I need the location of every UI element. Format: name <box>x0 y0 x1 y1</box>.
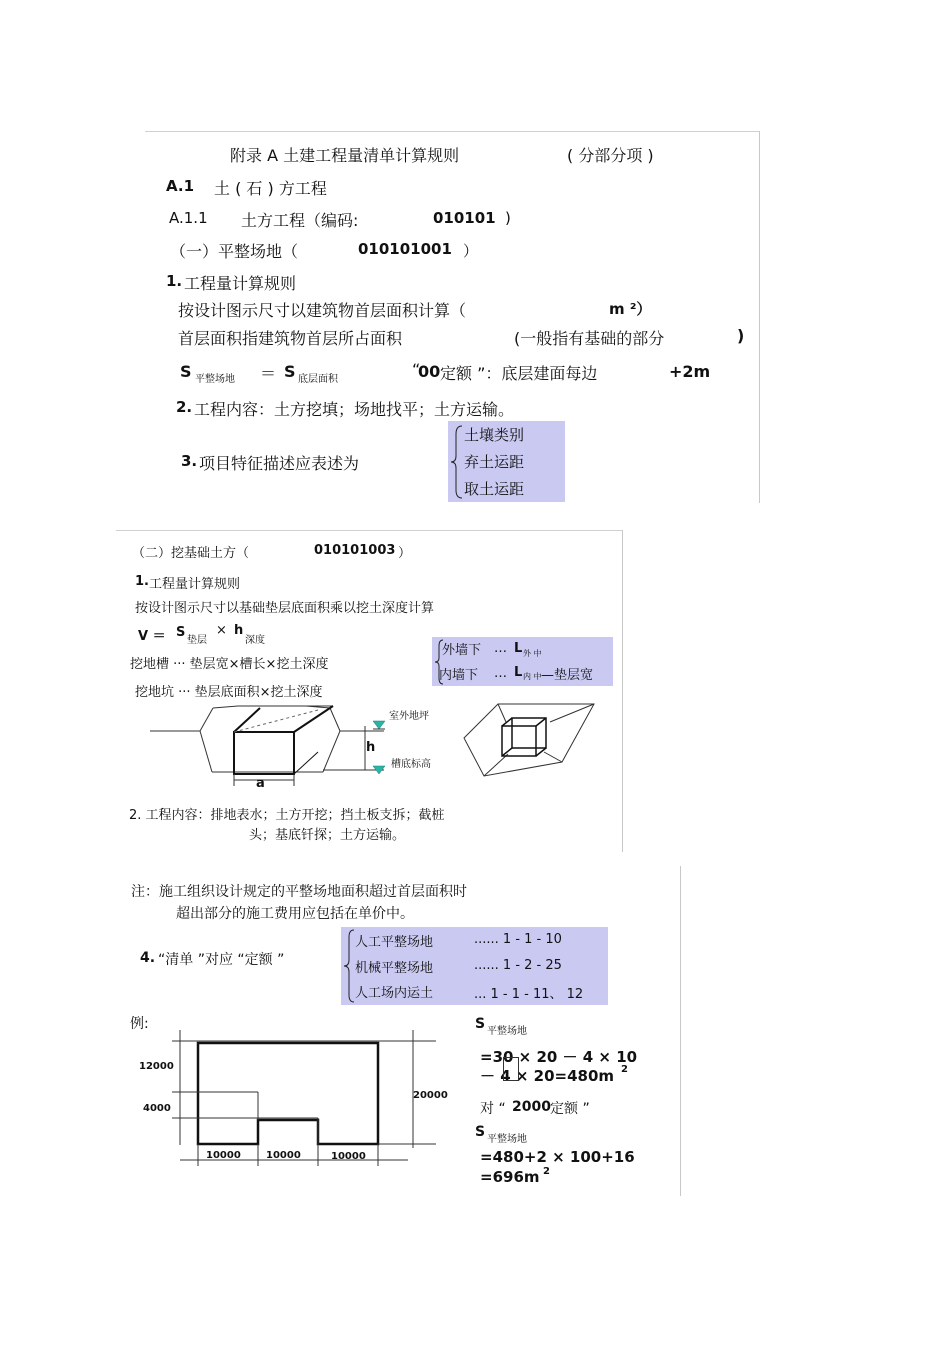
section-a11-close: ) <box>505 209 511 227</box>
section-a1-name: 土 ( 石 ) 方工程 <box>214 179 327 198</box>
mapping-brace <box>343 929 355 1003</box>
wall-inner-label: 内墙下 <box>439 668 479 683</box>
formula-s: S <box>180 362 192 381</box>
wall-inner-l-subscript: 内 中 <box>523 672 542 681</box>
feature-text: 项目特征描述应表述为 <box>199 454 360 473</box>
mapping-label: “清单 ”对应 “定额 ” <box>158 952 285 968</box>
item2-content-line1: 2. 工程内容：排地表水；土方开挖；挡土板支拆；截桩 <box>129 808 445 823</box>
item2-formula-s-subscript: 垫层 <box>187 635 207 646</box>
item2-rule-number: 1. <box>135 574 149 589</box>
mapping-row-machine-name: 机械平整场地 <box>355 961 434 976</box>
calc-line2-superscript: 2 <box>621 1064 628 1075</box>
appendix-title: 附录 A 土建工程量清单计算规则 <box>230 146 460 165</box>
formula-quota-number: 00 <box>418 362 441 381</box>
formula-quota-text: 定额 ”：底层建面每边 <box>440 364 598 383</box>
section1-top-border <box>145 131 760 132</box>
item2-code: 010101003 <box>314 543 396 558</box>
wall-inner-l: L <box>514 665 523 680</box>
calc-s-subscript: 平整场地 <box>487 1026 527 1037</box>
mapping-row-transport-name: 人工场内运土 <box>355 986 434 1001</box>
mapping-row-machine-code: ...... 1 - 2 - 25 <box>474 958 562 973</box>
calc-2000: 2000 <box>512 1099 551 1115</box>
note-line2: 超出部分的施工费用应包括在单价中。 <box>176 906 414 922</box>
formula-s2-subscript: 底层面积 <box>298 374 338 385</box>
rule-title-number: 1. <box>166 272 183 290</box>
feature-item-borrow: 取土运距 <box>464 480 525 498</box>
formula-s2: S <box>284 362 296 381</box>
dim-4000: 4000 <box>143 1103 171 1114</box>
mapping-row-manual-name: 人工平整场地 <box>355 935 434 950</box>
rule-title: 工程量计算规则 <box>184 274 297 293</box>
dim-10000-first: 10000 <box>206 1150 241 1161</box>
depth-h-label: h <box>366 740 376 755</box>
feature-brace <box>450 424 464 500</box>
formula-equals: ＝ <box>260 364 277 383</box>
item2-rule-line: 按设计图示尺寸以基础垫层底面积乘以挖土深度计算 <box>135 601 435 616</box>
wall-outer-dots: … <box>494 641 507 656</box>
item2-heading: （二）挖基础土方（ <box>132 546 250 561</box>
section2-top-border <box>116 530 622 531</box>
outdoor-grade-label: 室外地坪 <box>389 711 429 722</box>
feature-item-soil: 土壤类别 <box>464 426 525 444</box>
dim-12000: 12000 <box>139 1061 174 1072</box>
trench-bottom-label: 槽底标高 <box>391 759 431 770</box>
dim-10000-second: 10000 <box>266 1150 301 1161</box>
item2-formula-h-subscript: 深度 <box>245 635 265 646</box>
section-a11-name: 土方工程（编码: <box>241 211 359 230</box>
trench-formula: 挖地槽 ··· 垫层宽×槽长×挖土深度 <box>130 657 329 672</box>
calc-line2: － 4 × 20=480m <box>480 1067 615 1085</box>
calc-s2-subscript: 平整场地 <box>487 1134 527 1145</box>
calc-for-quota: 对 “ <box>480 1101 506 1117</box>
section2-right-border <box>622 530 623 852</box>
item2-formula-h: h <box>234 623 244 638</box>
formula-s-subscript: 平整场地 <box>195 374 235 385</box>
wall-inner-tail: —垫层宽 <box>541 668 594 683</box>
item2-formula-s: S <box>176 625 186 640</box>
section1-right-border <box>759 131 760 503</box>
wall-outer-label: 外墙下 <box>442 643 482 658</box>
item2-formula-v: V ＝ <box>138 629 166 644</box>
calc-quota-text: 定额 ” <box>550 1101 590 1117</box>
wall-outer-l-subscript: 外 中 <box>523 649 542 658</box>
calc-line4-superscript: 2 <box>543 1166 550 1177</box>
calc-line1: =30 × 20 － 4 × 10 <box>480 1048 638 1066</box>
calc-s: S <box>475 1016 486 1032</box>
formula-quota-open: “ <box>412 360 421 379</box>
dim-20000: 20000 <box>413 1090 448 1101</box>
dim-10000-third: 10000 <box>331 1151 366 1162</box>
item2-close: ） <box>398 546 412 561</box>
item1-close: ） <box>463 242 479 260</box>
width-a-label: a <box>256 776 265 791</box>
rule-line1: 按设计图示尺寸以建筑物首层面积计算（ <box>178 301 467 320</box>
calc-s2: S <box>475 1124 486 1140</box>
appendix-title-suffix: ( 分部分项 ) <box>567 146 654 165</box>
rule-line2: 首层面积指建筑物首层所占面积 <box>178 329 403 348</box>
calc-box-mark <box>503 1057 519 1081</box>
item2-content-line2: 头；基底钎探；土方运输。 <box>249 828 406 843</box>
mapping-number: 4. <box>140 950 156 966</box>
rule-line2-close: ) <box>737 326 745 345</box>
content-text: 工程内容：土方挖填；场地找平；土方运输。 <box>194 400 515 419</box>
mapping-row-manual-code: ...... 1 - 1 - 10 <box>474 932 562 947</box>
section-a1-number: A.1 <box>166 177 195 195</box>
rule-line1-unit: m ²） <box>609 300 652 318</box>
item2-rule-title: 工程量计算规则 <box>149 577 241 592</box>
content-number: 2. <box>176 398 193 416</box>
rule-line2-note: (一般指有基础的部分 <box>514 329 665 348</box>
item2-formula-times: × <box>216 623 227 638</box>
formula-plus-2m: +2m <box>669 362 711 381</box>
example-label: 例: <box>130 1016 149 1032</box>
wall-outer-l: L <box>514 641 523 656</box>
feature-item-discard: 弃土运距 <box>464 453 525 471</box>
section3-right-border <box>680 866 681 1196</box>
pit-diagram <box>462 702 598 778</box>
site-plan-drawing <box>170 1030 440 1170</box>
wall-inner-dots: … <box>494 666 507 681</box>
calc-line3: =480+2 × 100+16 <box>480 1148 635 1166</box>
pit-formula: 挖地坑 ··· 垫层底面积×挖土深度 <box>135 685 323 700</box>
item1-code: 010101001 <box>358 240 452 258</box>
item1-heading: （一）平整场地（ <box>170 242 299 261</box>
calc-line4: =696m <box>480 1168 540 1186</box>
feature-number: 3. <box>181 452 198 470</box>
note-line1: 注：施工组织设计规定的平整场地面积超过首层面积时 <box>131 884 467 900</box>
section-a11-number: A.1.1 <box>169 209 208 227</box>
mapping-row-transport-code: ... 1 - 1 - 11、 12 <box>474 987 584 1002</box>
section-a11-code: 010101 <box>433 209 496 227</box>
